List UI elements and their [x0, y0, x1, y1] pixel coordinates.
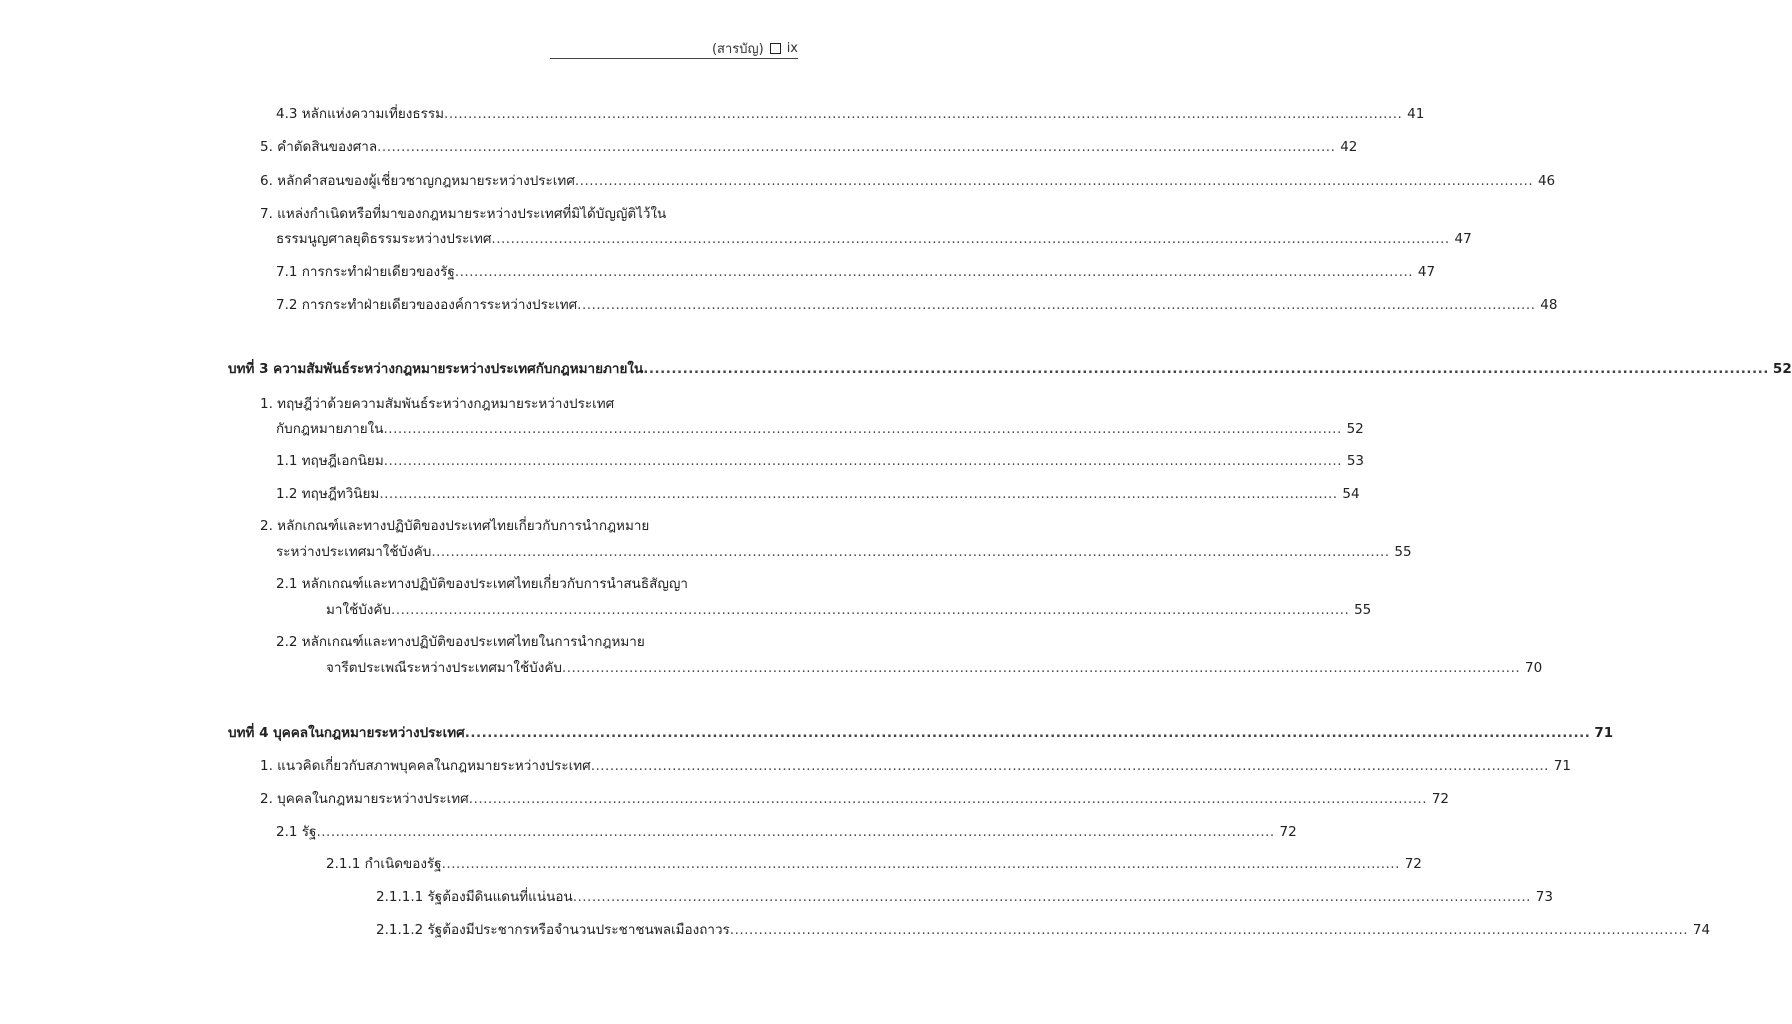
toc-entry[interactable]: [326, 853, 1422, 875]
square-bullet-icon: [770, 43, 781, 54]
toc-entry-page: 74: [1692, 922, 1711, 938]
dot-leader: ........................................................................................................................................................................................................: [379, 486, 1338, 502]
dot-leader: ........................................................................................................................................................................................................: [444, 106, 1403, 122]
dot-leader: ........................................................................................................................................................................................................: [316, 824, 1275, 840]
chapter-entry-page: 71: [1594, 725, 1614, 741]
toc-entry[interactable]: [276, 821, 1297, 843]
dot-leader: ........................................................................................................................................................................................................: [441, 856, 1400, 872]
dot-leader: ........................................................................................................................................................................................................: [574, 173, 1534, 189]
toc-entry[interactable]: [260, 170, 1556, 192]
dot-leader: ........................................................................................................................................................................................................: [464, 725, 1591, 741]
toc-entry[interactable]: [276, 418, 1364, 440]
toc-entry-page: 47: [1417, 264, 1436, 280]
toc-entry-label: 4.3 หลักแห่งความเที่ยงธรรม: [276, 106, 445, 122]
toc-entry-label: กับกฎหมายภายใน: [276, 421, 384, 437]
toc-entry-label: 6. หลักคำสอนของผู้เชี่ยวชาญกฎหมายระหว่างประเทศ: [260, 173, 575, 189]
toc-entry[interactable]: [276, 483, 1360, 505]
toc-entry-label: 2.1 รัฐ: [276, 824, 317, 840]
chapter-entry[interactable]: [228, 722, 1614, 744]
dot-leader: ........................................................................................................................................................................................................: [729, 922, 1689, 938]
toc-entry-page: 48: [1540, 297, 1558, 313]
toc-entry[interactable]: [276, 228, 1472, 250]
toc-entry-label: 1.2 ทฤษฎีทวินิยม: [276, 486, 380, 502]
toc-entry-label: 2.1.1.1 รัฐต้องมีดินแดนที่แน่นอน: [376, 889, 573, 905]
toc-entry-label: 7.1 การกระทำฝ่ายเดียวของรัฐ: [276, 264, 455, 280]
toc-entry[interactable]: [376, 919, 1711, 941]
toc-entry-label: 2. บุคคลในกฎหมายระหว่างประเทศ: [260, 791, 469, 807]
toc-entry-page: 71: [1553, 758, 1571, 774]
toc-entry-page: 52: [1346, 421, 1364, 437]
toc-entry-label: 5. คำตัดสินของศาล: [260, 139, 378, 155]
toc-entry-label: 7. แหล่งกำเนิดหรือที่มาของกฎหมายระหว่างประเทศที่มิได้บัญญัติไว้ใน: [260, 206, 667, 222]
toc-entry-label: 2.1.1 กำเนิดของรัฐ: [326, 856, 442, 872]
toc-entry-page: 70: [1525, 660, 1543, 676]
dot-leader: ........................................................................................................................................................................................................: [377, 139, 1336, 155]
running-header: [550, 38, 798, 59]
dot-leader: ........................................................................................................................................................................................................: [590, 758, 1549, 774]
toc-entry-label: 7.2 การกระทำฝ่ายเดียวขององค์การระหว่างประเทศ: [276, 297, 578, 313]
dot-leader: ........................................................................................................................................................................................................: [643, 361, 1769, 377]
toc-entry-label: ธรรมนูญศาลยุติธรรมระหว่างประเทศ: [276, 231, 492, 247]
toc-entry[interactable]: [376, 886, 1553, 908]
toc-entry[interactable]: [276, 450, 1364, 472]
toc-entry-page: 55: [1394, 544, 1412, 560]
toc-entry-page: 47: [1454, 231, 1472, 247]
toc-entry-page: 72: [1279, 824, 1297, 840]
dot-leader: ........................................................................................................................................................................................................: [577, 297, 1536, 313]
toc-entry[interactable]: [276, 261, 1436, 283]
toc-entry-page: 46: [1537, 173, 1556, 189]
toc-entry-label: 1. ทฤษฎีว่าด้วยความสัมพันธ์ระหว่างกฎหมายระหว่างประเทศ: [260, 396, 615, 412]
chapter-entry-label: บทที่ 3 ความสัมพันธ์ระหว่างกฎหมายระหว่างประเทศกับกฎหมายภายใน: [228, 361, 644, 377]
toc-entry-page: 72: [1404, 856, 1422, 872]
toc-entry-page: 55: [1354, 602, 1372, 618]
dot-leader: ........................................................................................................................................................................................................: [431, 544, 1390, 560]
header-section-title: (สารบัญ): [711, 41, 764, 57]
toc-entry[interactable]: [276, 541, 1412, 563]
dot-leader: ........................................................................................................................................................................................................: [468, 791, 1427, 807]
toc-entry-label: ระหว่างประเทศมาใช้บังคับ: [276, 544, 432, 560]
toc-entry-page: 54: [1342, 486, 1360, 502]
toc-entry[interactable]: [276, 294, 1558, 316]
toc-entry[interactable]: [276, 103, 1425, 125]
toc-entry-page: 41: [1407, 106, 1425, 122]
dot-leader: ........................................................................................................................................................................................................: [383, 421, 1342, 437]
toc-entry[interactable]: [260, 136, 1358, 158]
toc-entry[interactable]: [326, 599, 1372, 621]
dot-leader: ........................................................................................................................................................................................................: [454, 264, 1414, 280]
toc-entry[interactable]: [260, 788, 1449, 810]
toc-entry-label: จารีตประเพณีระหว่างประเทศมาใช้บังคับ: [326, 660, 562, 676]
toc-entry[interactable]: [326, 657, 1543, 679]
toc-entry-page: 53: [1346, 453, 1364, 469]
toc-entry-page: 72: [1431, 791, 1449, 807]
header-page-number: ix: [786, 40, 798, 56]
toc-entry-page: 42: [1340, 139, 1358, 155]
toc-entry-label: 2.2 หลักเกณฑ์และทางปฏิบัติของประเทศไทยในการนำกฎหมาย: [276, 634, 645, 650]
toc-entry-label: 2.1.1.2 รัฐต้องมีประชากรหรือจำนวนประชาชนพลเมืองถาวร: [376, 922, 730, 938]
toc-entry-label: 1. แนวคิดเกี่ยวกับสภาพบุคคลในกฎหมายระหว่างประเทศ: [260, 758, 591, 774]
dot-leader: ........................................................................................................................................................................................................: [391, 602, 1350, 618]
chapter-entry[interactable]: [228, 358, 1792, 380]
dot-leader: ........................................................................................................................................................................................................: [383, 453, 1342, 469]
dot-leader: ........................................................................................................................................................................................................: [572, 889, 1531, 905]
dot-leader: ........................................................................................................................................................................................................: [561, 660, 1521, 676]
toc-entry-label: มาใช้บังคับ: [326, 602, 391, 618]
dot-leader: ........................................................................................................................................................................................................: [491, 231, 1450, 247]
toc-entry-label: 2. หลักเกณฑ์และทางปฏิบัติของประเทศไทยเกี่ยวกับการนำกฎหมาย: [260, 518, 650, 534]
toc-entry-page: 73: [1535, 889, 1553, 905]
chapter-entry-label: บทที่ 4 บุคคลในกฎหมายระหว่างประเทศ: [228, 725, 465, 741]
toc-entry[interactable]: [260, 755, 1571, 777]
toc-entry-label: 2.1 หลักเกณฑ์และทางปฏิบัติของประเทศไทยเกี่ยวกับการนำสนธิสัญญา: [276, 576, 688, 592]
chapter-entry-page: 52: [1772, 361, 1792, 377]
toc-entry-label: 1.1 ทฤษฎีเอกนิยม: [276, 453, 384, 469]
